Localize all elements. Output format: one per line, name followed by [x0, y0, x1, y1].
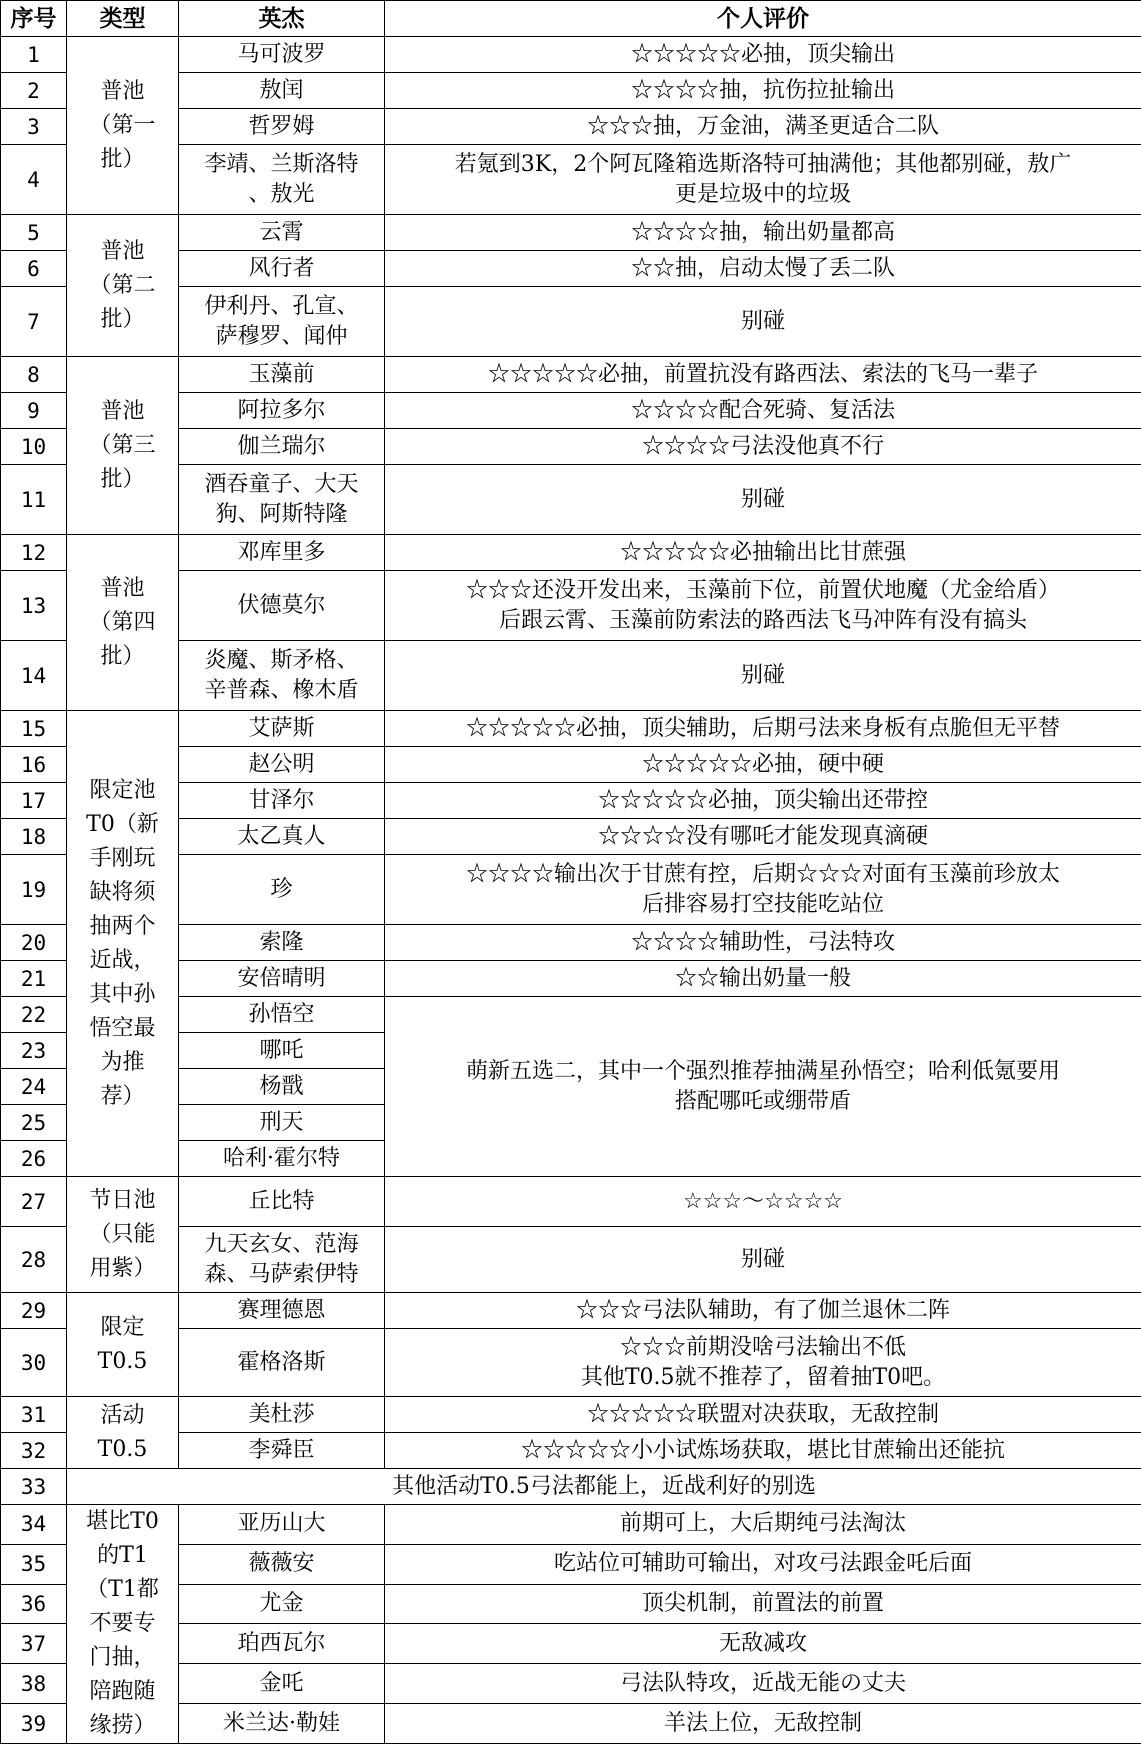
eval-text: ☆☆☆☆抽，抗伤拉扯输出	[388, 76, 1138, 106]
row-number: 31	[1, 1397, 67, 1433]
eval-text: ☆☆☆☆☆必抽，前置抗没有路西法、索法的飞马一辈子	[388, 360, 1138, 390]
eval-text: ☆☆☆☆☆联盟对决获取，无敌控制	[388, 1400, 1138, 1430]
row-number: 9	[1, 393, 67, 429]
eval-cell	[385, 961, 1141, 997]
eval-cell	[385, 287, 1141, 357]
row-number: 16	[1, 747, 67, 783]
row-number: 27	[1, 1177, 67, 1227]
hero-name: 太乙真人	[182, 822, 381, 852]
eval-cell	[385, 1433, 1141, 1469]
table-row	[1, 1505, 1141, 1545]
row-number: 18	[1, 819, 67, 855]
type-label: 堪比T0 的T1 （T1都 不要专 门抽， 陪跑随 缘捞）	[73, 1505, 172, 1743]
row-number: 24	[1, 1069, 67, 1105]
eval-cell	[385, 37, 1141, 73]
eval-text: ☆☆☆☆☆必抽输出比甘蔗强	[388, 538, 1138, 568]
eval-text: ☆☆☆☆辅助性，弓法特攻	[388, 928, 1138, 958]
eval-cell	[385, 145, 1141, 215]
type-label: 限定 T0.5	[73, 1311, 172, 1379]
row-number: 30	[1, 1329, 67, 1397]
hero-name: 甘泽尔	[182, 786, 381, 816]
hero-name: 敖闰	[182, 76, 381, 106]
hero-cell	[179, 1505, 385, 1545]
hero-cell	[179, 1624, 385, 1664]
eval-text: 其他活动T0.5弓法都能上，近战利好的别选	[70, 1472, 1138, 1502]
eval-cell	[385, 855, 1141, 925]
hero-cell	[179, 711, 385, 747]
eval-text: 顶尖机制，前置法的前置	[388, 1589, 1138, 1619]
hero-cell	[179, 783, 385, 819]
eval-text: 前期可上，大后期纯弓法淘汰	[388, 1509, 1138, 1539]
row-number: 12	[1, 535, 67, 571]
hero-cell	[179, 465, 385, 535]
eval-cell-merged	[67, 1469, 1141, 1505]
eval-cell	[385, 997, 1141, 1177]
row-number: 8	[1, 357, 67, 393]
hero-cell	[179, 997, 385, 1033]
eval-text: ☆☆☆☆☆小小试炼场获取，堪比甘蔗输出还能抗	[388, 1436, 1138, 1466]
hero-cell	[179, 535, 385, 571]
hero-name: 李舜臣	[182, 1436, 381, 1466]
hero-cell	[179, 109, 385, 145]
type-label: 限定池 T0（新 手刚玩 缺将须 抽两个 近战， 其中孙 悟空最 为推 荐）	[73, 774, 172, 1114]
row-number: 19	[1, 855, 67, 925]
row-number: 28	[1, 1227, 67, 1293]
eval-text: ☆☆☆弓法队辅助，有了伽兰退休二阵	[388, 1296, 1138, 1326]
table-row	[1, 1177, 1141, 1227]
eval-text: ☆☆☆☆没有哪吒才能发现真滴硬	[388, 822, 1138, 852]
type-cell	[67, 1397, 179, 1469]
eval-text: ☆☆☆前期没啥弓法输出不低 其他T0.5就不推荐了，留着抽T0吧。	[388, 1333, 1138, 1393]
hero-cell	[179, 1141, 385, 1177]
row-number: 2	[1, 73, 67, 109]
row-number: 37	[1, 1624, 67, 1664]
hero-name: 米兰达·勒娃	[182, 1709, 381, 1739]
hero-name: 九天玄女、范海 森、马萨索伊特	[182, 1230, 381, 1290]
hero-name: 丘比特	[182, 1187, 381, 1217]
eval-cell	[385, 711, 1141, 747]
hero-cell	[179, 145, 385, 215]
eval-text: 若氪到3K，2个阿瓦隆箱选斯洛特可抽满他；其他都别碰，敖广 更是垃圾中的垃圾	[388, 150, 1138, 210]
hero-name: 玉藻前	[182, 360, 381, 390]
header-hero: 英杰	[179, 1, 385, 37]
hero-name: 风行者	[182, 254, 381, 284]
hero-name: 安倍晴明	[182, 964, 381, 994]
row-number: 26	[1, 1141, 67, 1177]
hero-cell	[179, 1227, 385, 1293]
table-row	[1, 535, 1141, 571]
eval-cell	[385, 251, 1141, 287]
hero-cell	[179, 819, 385, 855]
hero-cell	[179, 1433, 385, 1469]
eval-text: ☆☆☆☆☆必抽，顶尖输出	[388, 40, 1138, 70]
row-number: 14	[1, 641, 67, 711]
hero-name: 薇薇安	[182, 1549, 381, 1579]
type-cell	[67, 215, 179, 357]
eval-cell	[385, 393, 1141, 429]
hero-name: 珍	[182, 875, 381, 905]
hero-cell	[179, 215, 385, 251]
hero-cell	[179, 747, 385, 783]
eval-cell	[385, 1227, 1141, 1293]
eval-text: 羊法上位，无敌控制	[388, 1709, 1138, 1739]
hero-cell	[179, 1177, 385, 1227]
header-seq: 序号	[1, 1, 67, 37]
row-number: 1	[1, 37, 67, 73]
eval-text: 别碰	[388, 1245, 1138, 1275]
eval-cell	[385, 571, 1141, 641]
type-label: 普池 （第二 批）	[73, 235, 172, 337]
row-number: 13	[1, 571, 67, 641]
eval-text: 弓法队特攻，近战无能の丈夫	[388, 1669, 1138, 1699]
eval-text: ☆☆☆☆配合死骑、复活法	[388, 396, 1138, 426]
row-number: 35	[1, 1544, 67, 1584]
hero-name: 哈利·霍尔特	[182, 1144, 381, 1174]
hero-name: 哪吒	[182, 1036, 381, 1066]
eval-text: ☆☆☆☆抽，输出奶量都高	[388, 218, 1138, 248]
eval-text: ☆☆☆还没开发出来，玉藻前下位，前置伏地魔（尤金给盾） 后跟云霄、玉藻前防索法的路西法飞马冲阵有没有搞头	[388, 576, 1138, 636]
eval-text: 别碰	[388, 307, 1138, 337]
hero-cell	[179, 357, 385, 393]
eval-cell	[385, 73, 1141, 109]
hero-name: 邓库里多	[182, 538, 381, 568]
hero-name: 伊利丹、孔宣、 萨穆罗、闻仲	[182, 292, 381, 352]
hero-cell	[179, 393, 385, 429]
hero-name: 伽兰瑞尔	[182, 432, 381, 462]
hero-name: 刑天	[182, 1108, 381, 1138]
header-type: 类型	[67, 1, 179, 37]
header-row	[1, 1, 1141, 37]
eval-cell	[385, 1664, 1141, 1704]
hero-name: 金吒	[182, 1669, 381, 1699]
hero-name: 亚历山大	[182, 1509, 381, 1539]
hero-name: 炎魔、斯矛格、 辛普森、橡木盾	[182, 646, 381, 706]
type-label: 普池 （第四 批）	[73, 572, 172, 674]
eval-cell	[385, 819, 1141, 855]
row-number: 23	[1, 1033, 67, 1069]
hero-cell	[179, 1544, 385, 1584]
type-label: 活动 T0.5	[73, 1399, 172, 1467]
type-label: 普池 （第三 批）	[73, 395, 172, 497]
eval-text: 吃站位可辅助可输出，对攻弓法跟金吒后面	[388, 1549, 1138, 1579]
hero-name: 云霄	[182, 218, 381, 248]
hero-cell	[179, 429, 385, 465]
eval-cell	[385, 465, 1141, 535]
eval-text: ☆☆☆☆☆必抽，顶尖辅助，后期弓法来身板有点脆但无平替	[388, 714, 1138, 744]
hero-name: 李靖、兰斯洛特 、敖光	[182, 150, 381, 210]
header-eval: 个人评价	[385, 1, 1141, 37]
hero-cell	[179, 1664, 385, 1704]
row-number: 15	[1, 711, 67, 747]
row-number: 22	[1, 997, 67, 1033]
row-number: 38	[1, 1664, 67, 1704]
hero-name: 美杜莎	[182, 1400, 381, 1430]
eval-cell	[385, 1329, 1141, 1397]
eval-cell	[385, 925, 1141, 961]
row-number: 10	[1, 429, 67, 465]
table-row	[1, 711, 1141, 747]
type-cell	[67, 535, 179, 711]
type-cell	[67, 37, 179, 215]
hero-name: 孙悟空	[182, 1000, 381, 1030]
type-cell	[67, 1293, 179, 1397]
eval-cell	[385, 1624, 1141, 1664]
eval-text: 别碰	[388, 485, 1138, 515]
hero-cell	[179, 961, 385, 997]
eval-text: ☆☆☆抽，万金油，满圣更适合二队	[388, 112, 1138, 142]
hero-name: 赛理德恩	[182, 1296, 381, 1326]
eval-cell	[385, 535, 1141, 571]
hero-cell	[179, 287, 385, 357]
row-number: 25	[1, 1105, 67, 1141]
hero-cell	[179, 1329, 385, 1397]
row-number: 7	[1, 287, 67, 357]
row-number: 32	[1, 1433, 67, 1469]
type-cell	[67, 357, 179, 535]
row-number: 17	[1, 783, 67, 819]
hero-name: 艾萨斯	[182, 714, 381, 744]
row-number: 6	[1, 251, 67, 287]
eval-text: ☆☆☆☆☆必抽，硬中硬	[388, 750, 1138, 780]
type-cell	[67, 1505, 179, 1744]
table-row	[1, 357, 1141, 393]
hero-cell	[179, 1704, 385, 1744]
table-row	[1, 37, 1141, 73]
type-cell	[67, 1177, 179, 1293]
eval-cell	[385, 429, 1141, 465]
type-label: 节日池 （只能 用紫）	[73, 1184, 172, 1286]
hero-cell	[179, 641, 385, 711]
row-number: 33	[1, 1469, 67, 1505]
eval-cell	[385, 1544, 1141, 1584]
eval-cell	[385, 641, 1141, 711]
row-number: 34	[1, 1505, 67, 1545]
eval-cell	[385, 747, 1141, 783]
hero-name: 哲罗姆	[182, 112, 381, 142]
type-label: 普池 （第一 批）	[73, 75, 172, 177]
hero-cell	[179, 1069, 385, 1105]
eval-cell	[385, 1293, 1141, 1329]
eval-cell	[385, 357, 1141, 393]
hero-name: 杨戬	[182, 1072, 381, 1102]
hero-cell	[179, 925, 385, 961]
type-cell	[67, 711, 179, 1177]
hero-cell	[179, 1397, 385, 1433]
table-row	[1, 215, 1141, 251]
eval-cell	[385, 109, 1141, 145]
eval-cell	[385, 783, 1141, 819]
hero-cell	[179, 1293, 385, 1329]
hero-cell	[179, 571, 385, 641]
hero-cell	[179, 37, 385, 73]
eval-cell	[385, 215, 1141, 251]
hero-cell	[179, 251, 385, 287]
hero-name: 马可波罗	[182, 40, 381, 70]
hero-cell	[179, 1033, 385, 1069]
eval-text: ☆☆☆～☆☆☆☆	[388, 1187, 1138, 1217]
eval-cell	[385, 1397, 1141, 1433]
row-number: 20	[1, 925, 67, 961]
eval-text: ☆☆☆☆弓法没他真不行	[388, 432, 1138, 462]
hero-name: 霍格洛斯	[182, 1348, 381, 1378]
table-row	[1, 1469, 1141, 1505]
row-number: 29	[1, 1293, 67, 1329]
row-number: 39	[1, 1704, 67, 1744]
eval-text: 萌新五选二，其中一个强烈推荐抽满星孙悟空；哈利低氪要用 搭配哪吒或绷带盾	[388, 1057, 1138, 1117]
hero-cell	[179, 1584, 385, 1624]
eval-text: ☆☆☆☆输出次于甘蔗有控，后期☆☆☆对面有玉藻前珍放太 后排容易打空技能吃站位	[388, 860, 1138, 920]
eval-cell	[385, 1505, 1141, 1545]
row-number: 36	[1, 1584, 67, 1624]
hero-name: 赵公明	[182, 750, 381, 780]
hero-name: 阿拉多尔	[182, 396, 381, 426]
eval-cell	[385, 1584, 1141, 1624]
hero-name: 伏德莫尔	[182, 591, 381, 621]
table-row	[1, 1397, 1141, 1433]
row-number: 11	[1, 465, 67, 535]
eval-cell	[385, 1704, 1141, 1744]
hero-cell	[179, 73, 385, 109]
row-number: 5	[1, 215, 67, 251]
hero-cell	[179, 1105, 385, 1141]
eval-text: ☆☆抽，启动太慢了丢二队	[388, 254, 1138, 284]
eval-text: ☆☆输出奶量一般	[388, 964, 1138, 994]
eval-text: 无敌减攻	[388, 1629, 1138, 1659]
hero-cell	[179, 855, 385, 925]
row-number: 21	[1, 961, 67, 997]
eval-text: ☆☆☆☆☆必抽，顶尖输出还带控	[388, 786, 1138, 816]
eval-text: 别碰	[388, 661, 1138, 691]
hero-name: 酒吞童子、大天 狗、阿斯特隆	[182, 470, 381, 530]
hero-name: 索隆	[182, 928, 381, 958]
eval-cell	[385, 1177, 1141, 1227]
hero-name: 尤金	[182, 1589, 381, 1619]
row-number: 4	[1, 145, 67, 215]
hero-name: 珀西瓦尔	[182, 1629, 381, 1659]
row-number: 3	[1, 109, 67, 145]
table-row	[1, 1293, 1141, 1329]
